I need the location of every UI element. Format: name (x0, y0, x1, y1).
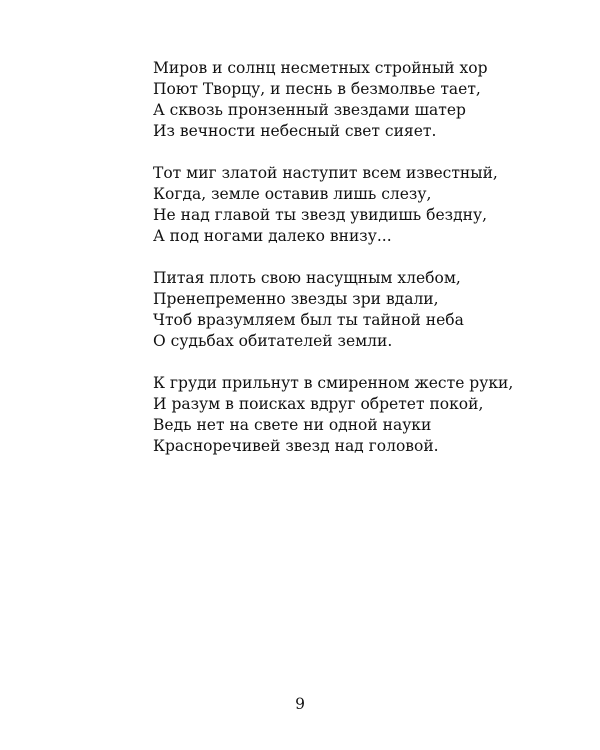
stanza-3 (153, 268, 553, 352)
poem-line: А сквозь пронзенный звездами шатер (153, 101, 466, 119)
page-number: 9 (295, 695, 305, 713)
stanza-2 (153, 163, 553, 247)
poem-line: Миров и солнц несметных стройный хор (153, 59, 488, 77)
poem-line: Чтоб вразумляем был ты тайной неба (153, 311, 464, 329)
poem-line: Поют Творцу, и песнь в безмолвье тает, (153, 80, 481, 98)
poem-line: Когда, земле оставив лишь слезу, (153, 185, 432, 203)
poem-line: Из вечности небесный свет сияет. (153, 122, 437, 140)
poem-line: Пренепременно звезды зри вдали, (153, 290, 439, 308)
poem-line: Тот миг златой наступит всем известный, (153, 164, 498, 182)
poem-line: Питая плоть свою насущным хлебом, (153, 269, 461, 287)
poem-line: И разум в поисках вдруг обретет покой, (153, 395, 484, 413)
stanza-1 (153, 58, 553, 142)
poem-line: О судьбах обитателей земли. (153, 332, 393, 350)
poem-line: Ведь нет на свете ни одной науки (153, 416, 432, 434)
poem-line: А под ногами далеко внизу... (153, 227, 392, 245)
poem-line: К груди прильнут в смиренном жесте руки, (153, 374, 514, 392)
poem-line: Красноречивей звезд над головой. (153, 437, 439, 455)
stanza-4 (153, 373, 553, 457)
poem-line: Не над главой ты звезд увидишь бездну, (153, 206, 488, 224)
poem (153, 58, 553, 478)
